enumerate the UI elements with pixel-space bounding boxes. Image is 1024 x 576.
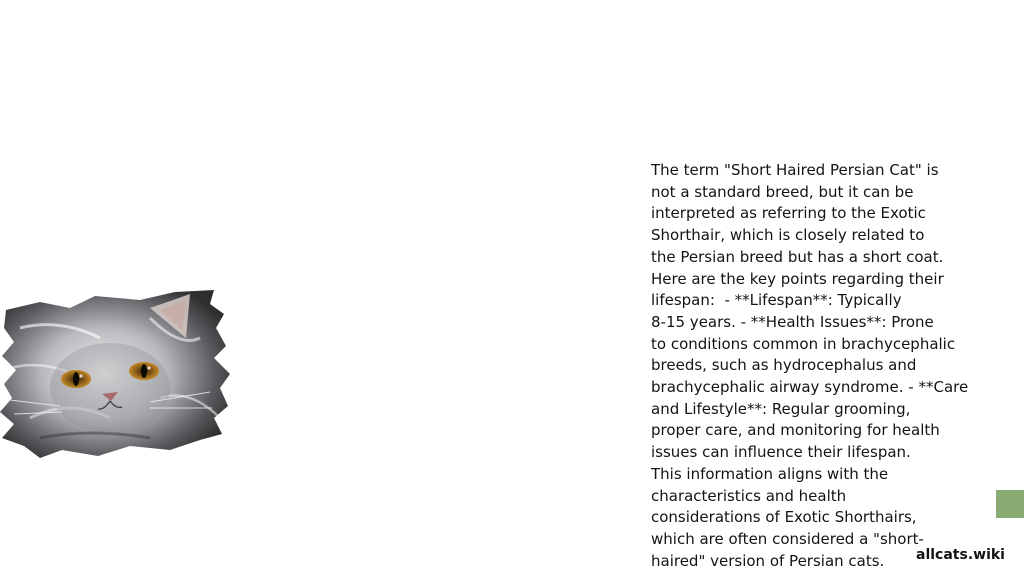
accent-square <box>996 490 1024 518</box>
article-text: The term "Short Haired Persian Cat" is not a standard breed, but it can be interpreted as referring to the Exotic Shorthair, which is closely related to the Persian breed but has a short coat. Here are the key points regarding their lifespan: - **Lifespan**: Typically 8-15 years. - **Health Issues**: Prone to conditions common in brachycephalic breeds, such as hydrocephalus and brachycephalic airway syndrome. - **Care and Lifestyle**: Regular grooming, proper care, and monitoring for health issues can influence their lifespan. This information aligns with the characteristics and health considerations of Exotic Shorthairs, which are often considered a "short- haired" version of Persian cats. <box>651 161 969 570</box>
site-watermark: allcats.wiki <box>916 547 1005 563</box>
persian-cat-illustration <box>0 288 232 460</box>
